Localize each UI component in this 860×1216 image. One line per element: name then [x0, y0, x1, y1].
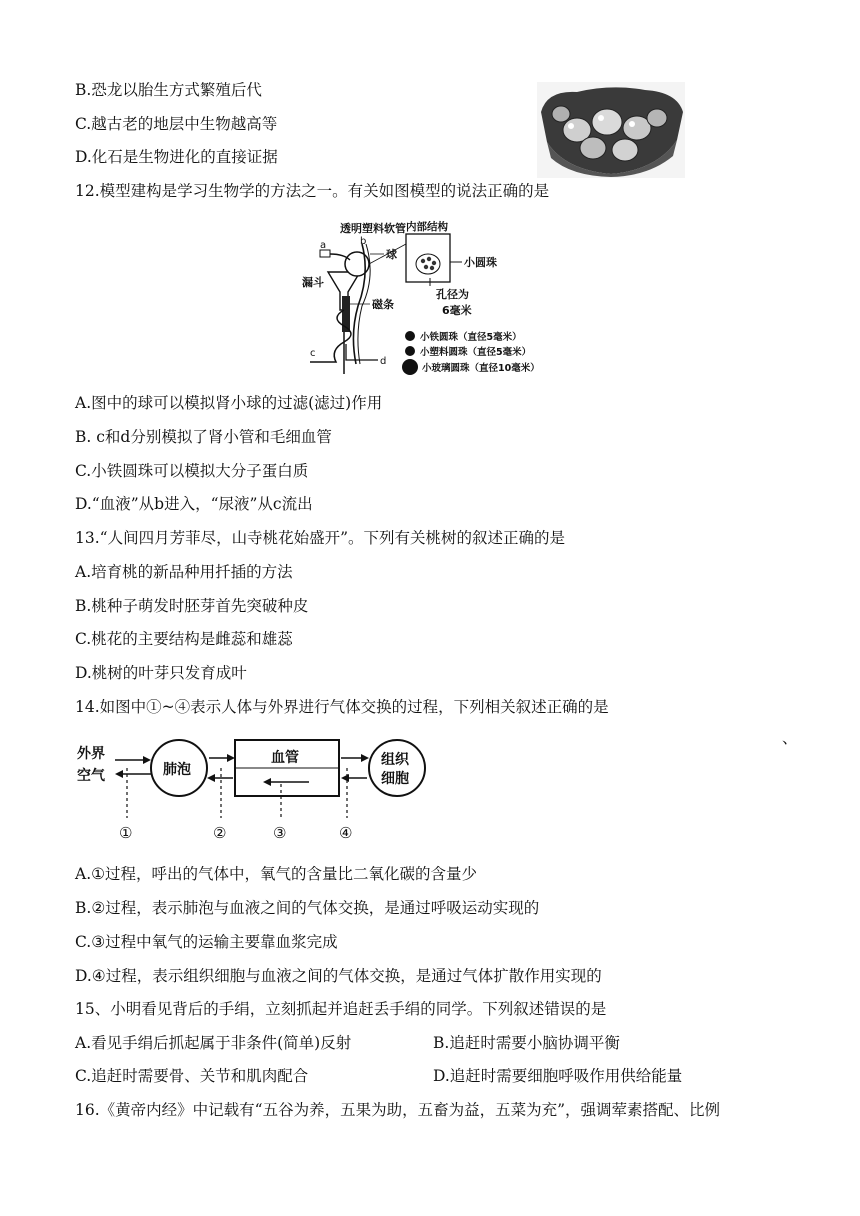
q14-option-c: C.③过程中氧气的运输主要靠血浆完成: [75, 933, 338, 951]
label-tube: 透明塑料软管: [340, 222, 406, 235]
label-vessel: 血管: [271, 750, 299, 766]
q15-option-d: D.追赶时需要细胞呼吸作用供给能量: [433, 1067, 683, 1085]
label-c: c: [310, 348, 316, 359]
q11-option-c: C.越古老的地层中生物越高等: [75, 115, 278, 133]
label-process-4: ④: [339, 824, 353, 842]
label-magnet: 磁条: [372, 298, 394, 311]
label-alveoli: 肺泡: [163, 762, 191, 778]
legend-glass-bead: 小玻璃圆珠（直径10毫米）: [422, 363, 540, 374]
q15-options-row2: [75, 1066, 683, 1086]
q12-option-c: C.小铁圆珠可以模拟大分子蛋白质: [75, 462, 309, 480]
label-a: a: [320, 240, 327, 251]
label-b: b: [360, 236, 367, 247]
q15-option-a: A.看见手绢后抓起属于非条件(简单)反射: [75, 1034, 352, 1052]
label-outside: 外界: [77, 746, 105, 762]
label-air: 空气: [77, 768, 105, 784]
q14-stem: 14.如图中①~④表示人体与外界进行气体交换的过程，下列相关叙述正确的是: [75, 698, 609, 716]
label-pore: 孔径为: [436, 288, 469, 301]
q14-option-d: D.④过程，表示组织细胞与血液之间的气体交换，是通过气体扩散作用实现的: [75, 967, 602, 985]
q12-option-d: D.“血液”从b进入，“尿液”从c流出: [75, 495, 313, 513]
q12-option-b: B. c和d分别模拟了肾小管和毛细血管: [75, 428, 332, 446]
legend-iron-bead: 小铁圆珠（直径5毫米）: [420, 332, 522, 343]
q13-option-b: B.桃种子萌发时胚芽首先突破种皮: [75, 597, 309, 615]
label-cell: 细胞: [381, 771, 409, 787]
q16-stem: 16.《黄帝内经》中记载有“五谷为养，五果为助，五畜为益，五菜为充”，强调荤素搭配、比例: [75, 1101, 721, 1119]
dinosaur-egg-fossil-image: [537, 82, 685, 178]
label-process-3: ③: [273, 824, 287, 842]
kidney-model-figure: [300, 214, 572, 376]
label-tissue: 组织: [381, 752, 409, 768]
label-bead: 小圆珠: [464, 256, 497, 269]
q12-stem: 12.模型建构是学习生物学的方法之一。有关如图模型的说法正确的是: [75, 182, 550, 200]
q13-option-c: C.桃花的主要结构是雌蕊和雄蕊: [75, 630, 293, 648]
q12-option-a: A.图中的球可以模拟肾小球的过滤(滤过)作用: [75, 394, 383, 412]
q15-option-c: C.追赶时需要骨、关节和肌肉配合: [75, 1067, 309, 1085]
label-process-1: ①: [119, 824, 133, 842]
legend-plastic-bead: 小塑料圆珠（直径5毫米）: [420, 347, 532, 358]
q15-options-row1: [75, 1033, 620, 1053]
label-pore-size: 6毫米: [442, 304, 472, 317]
q13-option-d: D.桃树的叶芽只发育成叶: [75, 664, 247, 682]
gas-exchange-figure: [75, 736, 427, 844]
q11-option-b: B.恐龙以胎生方式繁殖后代: [75, 81, 262, 99]
q14-option-a: A.①过程，呼出的气体中，氧气的含量比二氧化碳的含量少: [75, 865, 478, 883]
q15-option-b: B.追赶时需要小脑协调平衡: [433, 1034, 620, 1052]
q11-option-d: D.化石是生物进化的直接证据: [75, 148, 278, 166]
q14-stray-mark: 、: [782, 729, 798, 747]
q14-option-b: B.②过程，表示肺泡与血液之间的气体交换，是通过呼吸运动实现的: [75, 899, 540, 917]
q13-option-a: A.培育桃的新品种用扦插的方法: [75, 563, 293, 581]
label-d: d: [380, 356, 387, 367]
label-ball: 球: [386, 248, 397, 261]
q13-stem: 13.“人间四月芳菲尽，山寺桃花始盛开”。下列有关桃树的叙述正确的是: [75, 529, 566, 547]
label-funnel: 漏斗: [302, 276, 324, 289]
label-inner-structure: 内部结构: [406, 221, 448, 233]
q15-stem: 15、小明看见背后的手绢，立刻抓起并追赶丢手绢的同学。下列叙述错误的是: [75, 1000, 607, 1018]
label-process-2: ②: [213, 824, 227, 842]
